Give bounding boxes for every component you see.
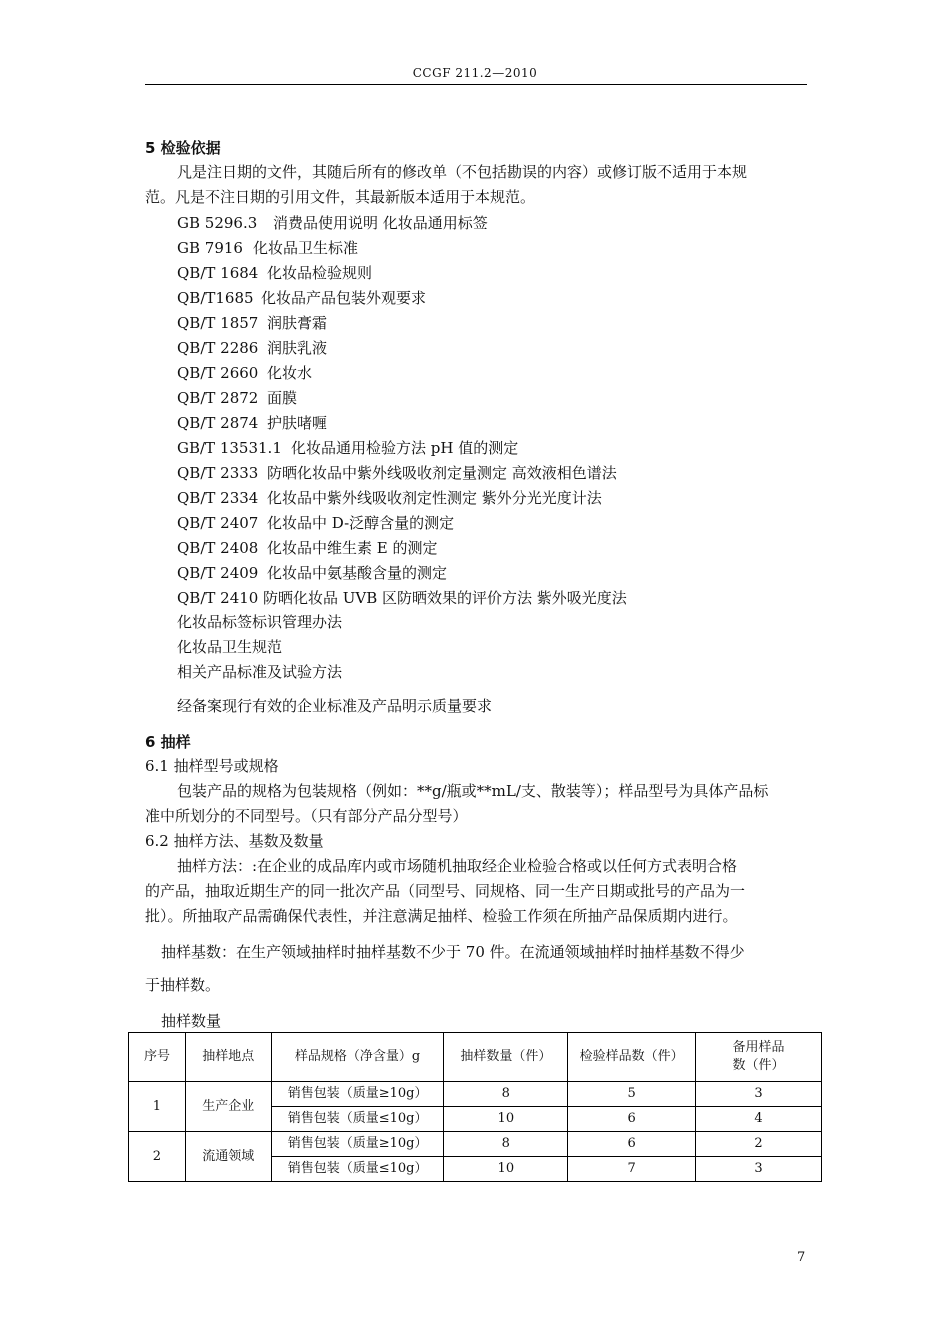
- reference-item: GB 7916 化妆品卫生标准: [177, 239, 359, 257]
- test-count-cell: 7: [568, 1157, 696, 1182]
- reference-item: QB/T 1684 化妆品检验规则: [177, 264, 373, 282]
- place-cell: 流通领域: [185, 1132, 271, 1182]
- table-row: [129, 1082, 822, 1107]
- reference-item: QB/T 2660 化妆水: [177, 364, 313, 382]
- section-5-intro-line-2: 范。凡是不注日期的引用文件，其最新版本适用于本规范。: [145, 188, 536, 206]
- section-6-heading: 6 抽样: [145, 733, 191, 751]
- sampling-method-line-2: 的产品，抽取近期生产的同一批次产品（同型号、同规格、同一生产日期或批号的产品为一: [145, 882, 746, 900]
- quantity-cell: 10: [444, 1107, 568, 1132]
- reference-item: QB/T 2334 化妆品中紫外线吸收剂定性测定 紫外分光光度计法: [177, 489, 602, 507]
- section-5-intro-line-1: 凡是注日期的文件，其随后所有的修改单（不包括勘误的内容）或修订版不适用于本规: [177, 163, 748, 181]
- sampling-base-line-2: 于抽样数。: [145, 976, 221, 994]
- test-count-cell: 6: [568, 1132, 696, 1157]
- reference-item: 经备案现行有效的企业标准及产品明示质量要求: [177, 697, 493, 715]
- reference-item: GB/T 13531.1 化妆品通用检验方法 pH 值的测定: [177, 439, 519, 457]
- header-cell: 备用样品数（件）: [696, 1033, 822, 1082]
- subsection-6-1-line-1: 包装产品的规格为包装规格（例如：**g/瓶或**mL/支、散装等）；样品型号为具体产品标: [177, 782, 769, 800]
- section-5-heading: 5 检验依据: [145, 139, 221, 157]
- table-row: [129, 1132, 822, 1157]
- spare-count-cell: 2: [696, 1132, 822, 1157]
- reference-item: QB/T 2410 防晒化妆品 UVB 区防晒效果的评价方法 紫外吸光度法: [177, 589, 627, 607]
- spec-cell: 销售包装（质量≥10g）: [271, 1082, 444, 1107]
- spare-count-cell: 4: [696, 1107, 822, 1132]
- reference-item: QB/T 2333 防晒化妆品中紫外线吸收剂定量测定 高效液相色谱法: [177, 464, 617, 482]
- sampling-method-line-1: 抽样方法：:在企业的成品库内或市场随机抽取经企业检验合格或以任何方式表明合格: [177, 857, 738, 875]
- quantity-cell: 8: [444, 1132, 568, 1157]
- header-cell: 序号: [129, 1033, 186, 1082]
- test-count-cell: 6: [568, 1107, 696, 1132]
- reference-item: 化妆品标签标识管理办法: [177, 613, 343, 631]
- table-caption: 抽样数量: [161, 1012, 222, 1030]
- reference-item: QB/T 2409 化妆品中氨基酸含量的测定: [177, 564, 448, 582]
- spec-cell: 销售包装（质量≥10g）: [271, 1132, 444, 1157]
- reference-item: QB/T 2408 化妆品中维生素 E 的测定: [177, 539, 438, 557]
- row-number-cell: 1: [129, 1082, 186, 1132]
- reference-item: QB/T 1857 润肤膏霜: [177, 314, 328, 332]
- spare-count-cell: 3: [696, 1157, 822, 1182]
- reference-item: QB/T1685 化妆品产品包装外观要求: [177, 289, 427, 307]
- reference-item: 相关产品标准及试验方法: [177, 663, 343, 681]
- spare-count-cell: 3: [696, 1082, 822, 1107]
- row-number-cell: 2: [129, 1132, 186, 1182]
- reference-item: QB/T 2407 化妆品中 D-泛醇含量的测定: [177, 514, 455, 532]
- place-cell: 生产企业: [185, 1082, 271, 1132]
- subsection-6-1-title: 6.1 抽样型号或规格: [145, 757, 279, 775]
- reference-item: GB 5296.3 消费品使用说明 化妆品通用标签: [177, 214, 488, 232]
- subsection-6-2-title: 6.2 抽样方法、基数及数量: [145, 832, 324, 850]
- page-number: 7: [797, 1250, 806, 1265]
- test-count-cell: 5: [568, 1082, 696, 1107]
- header-cell: 抽样数量（件）: [444, 1033, 568, 1082]
- header-cell: 抽样地点: [185, 1033, 271, 1082]
- header-cell: 样品规格（净含量）g: [271, 1033, 444, 1082]
- subsection-6-1-line-2: 准中所划分的不同型号。（只有部分产品分型号）: [145, 807, 468, 825]
- reference-item: QB/T 2872 面膜: [177, 389, 298, 407]
- quantity-cell: 10: [444, 1157, 568, 1182]
- quantity-cell: 8: [444, 1082, 568, 1107]
- sampling-base-line-1: 抽样基数：在生产领域抽样时抽样基数不少于 70 件。在流通领域抽样时抽样基数不得少: [161, 943, 745, 961]
- table-header-row: [129, 1033, 822, 1082]
- reference-item: QB/T 2874 护肤啫喱: [177, 414, 328, 432]
- running-header: CCGF 211.2—2010: [412, 66, 538, 80]
- header-rule: [145, 84, 807, 85]
- spec-cell: 销售包装（质量≤10g）: [271, 1107, 444, 1132]
- reference-item: 化妆品卫生规范: [177, 638, 283, 656]
- header-cell: 检验样品数（件）: [568, 1033, 696, 1082]
- sampling-quantity-table: [128, 1032, 822, 1182]
- sampling-method-line-3: 批）。所抽取产品需确保代表性，并注意满足抽样、检验工作须在所抽产品保质期内进行。: [145, 907, 738, 925]
- reference-item: QB/T 2286 润肤乳液: [177, 339, 328, 357]
- spec-cell: 销售包装（质量≤10g）: [271, 1157, 444, 1182]
